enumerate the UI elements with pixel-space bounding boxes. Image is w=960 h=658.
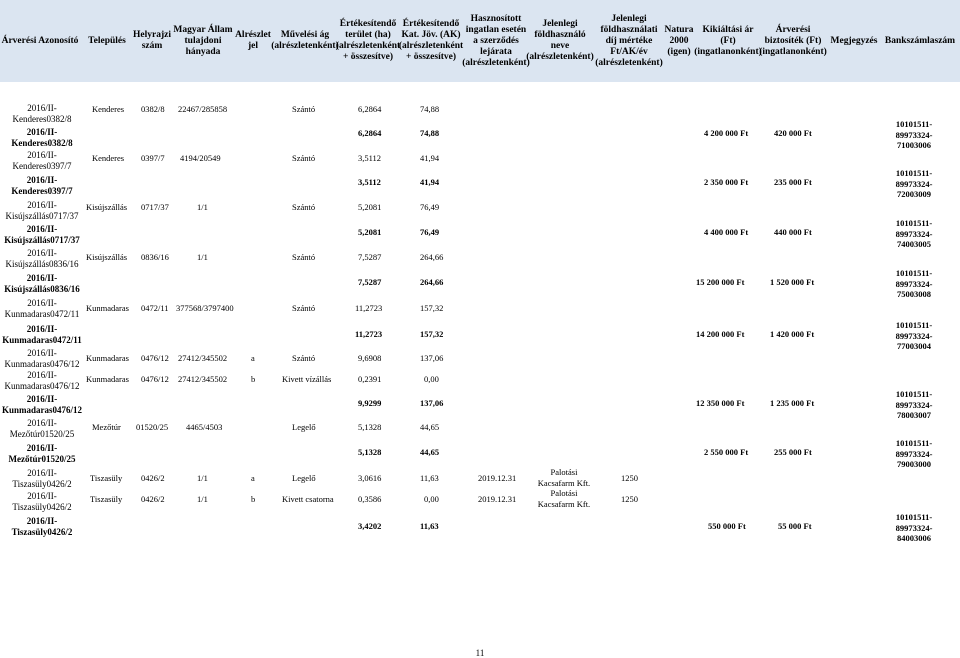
cell-muvelesi: Kivett csatorna [282,494,334,504]
cell-terulet: 9,6908 [358,353,382,363]
cell-hrsz: 0836/16 [141,252,169,262]
cell-hrsz: 0717/37 [141,202,169,212]
cell-jel: a [251,353,255,363]
cell-ak: 11,63 [420,473,439,483]
summary-terulet: 5,2081 [358,227,382,237]
cell-hrsz: 0426/2 [141,494,165,504]
summary-ak: 264,66 [420,277,444,287]
cell-ak: 157,32 [420,303,444,313]
summary-ar: 2 550 000 Ft [704,447,749,457]
summary-ar: 12 350 000 Ft [696,398,745,408]
summary-biztositek: 1 235 000 Ft [770,398,815,408]
summary-ar: 550 000 Ft [708,521,746,531]
cell-muvelesi: Legelő [292,422,316,432]
auction-id-summary: 2016/II- Kenderes0397/7 [11,175,73,196]
page-number: 11 [475,648,485,658]
cell-terulet: 7,5287 [358,252,382,262]
summary-terulet: 11,2723 [355,329,383,339]
cell-ak: 76,49 [420,202,440,212]
summary-ar: 15 200 000 Ft [696,277,745,287]
cell-terulet: 6,2864 [358,104,382,114]
header-azonosito: Árverési Azonosító [1,35,79,46]
cell-hanyad: 4194/20549 [180,153,221,163]
summary-biztositek: 440 000 Ft [774,227,812,237]
cell-hrsz: 01520/25 [136,422,169,432]
auction-id-summary: 2016/II- Mezőtúr01520/25 [8,443,76,464]
summary-terulet: 9,9299 [358,398,382,408]
cell-telepules: Tiszasüly [90,473,123,483]
cell-terulet: 5,1328 [358,422,382,432]
cell-telepules: Kisújszállás [86,252,128,262]
summary-biztositek: 420 000 Ft [774,128,812,138]
cell-muvelesi: Szántó [292,153,316,163]
cell-hrsz: 0397/7 [141,153,165,163]
summary-biztositek: 1 420 000 Ft [770,329,815,339]
summary-biztositek: 235 000 Ft [774,177,812,187]
summary-terulet: 3,5112 [358,177,381,187]
cell-hanyad: 1/1 [197,202,208,212]
cell-hanyad: 1/1 [197,473,208,483]
bank-account: 10101511- 89973324- 74003005 [895,218,933,249]
auction-id: 2016/II- Kenderes0397/7 [12,150,72,171]
summary-terulet: 6,2864 [358,128,382,138]
summary-ar: 2 350 000 Ft [704,177,749,187]
cell-ak: 137,06 [420,353,444,363]
auction-id-summary: 2016/II- Kisújszállás0836/16 [4,273,80,294]
auction-id: 2016/II- Kunmadaras0472/11 [4,298,80,319]
summary-terulet: 7,5287 [358,277,382,287]
cell-terulet: 5,2081 [358,202,382,212]
cell-telepules: Kunmadaras [86,303,129,313]
cell-muvelesi: Szántó [292,104,316,114]
cell-muvelesi: Szántó [292,252,316,262]
cell-muvelesi: Szántó [292,303,316,313]
cell-hrsz: 0382/8 [141,104,165,114]
cell-muvelesi: Szántó [292,353,316,363]
auction-id-summary: 2016/II- Kenderes0382/8 [11,127,73,148]
cell-hasznalo: Palotási Kacsafarm Kft. [537,467,591,488]
cell-hrsz: 0472/11 [141,303,169,313]
auction-id: 2016/II- Mezőtúr01520/25 [9,418,75,439]
auction-id-summary: 2016/II- Kunmadaras0476/12 [1,394,82,415]
auction-id: 2016/II- Kenderes0382/8 [12,103,72,124]
cell-jel: a [251,473,255,483]
cell-terulet: 3,5112 [358,153,382,163]
summary-ar: 14 200 000 Ft [696,329,745,339]
cell-ak: 0,00 [424,494,439,504]
bank-account: 10101511- 89973324- 75003008 [895,268,933,299]
header-kat-jov: Értékesítendő Kat. Jöv. (AK) (alrészletenként + összesítve) [398,19,464,62]
bank-account: 10101511- 89973324- 78003007 [895,389,933,420]
summary-terulet: 5,1328 [358,447,382,457]
cell-muvelesi: Kivett vízállás [282,374,332,384]
bank-account: 10101511- 89973324- 71003006 [895,119,933,150]
cell-hanyad: 22467/285858 [178,104,228,114]
header-biztositek: Árverési biztosíték (Ft) (ingatlanonként) [759,24,827,57]
summary-ar: 4 200 000 Ft [704,128,749,138]
cell-telepules: Tiszasüly [90,494,123,504]
cell-telepules: Kenderes [92,104,125,114]
cell-telepules: Kisújszállás [86,202,128,212]
header-natura: Natura 2000 (igen) [664,24,694,57]
header-megjegyzes: Megjegyzés [830,35,878,46]
cell-ak: 0,00 [424,374,439,384]
summary-ak: 74,88 [420,128,440,138]
cell-hanyad: 1/1 [197,252,208,262]
cell-telepules: Kunmadaras [86,374,129,384]
cell-terulet: 11,2723 [355,303,383,313]
auction-id-summary: 2016/II- Kunmadaras0472/11 [2,324,82,345]
table-header [0,0,960,82]
cell-dij: 1250 [621,473,638,483]
auction-id-summary: 2016/II- Tiszasüly0426/2 [11,516,73,537]
bank-account: 10101511- 89973324- 84003006 [895,512,933,543]
cell-terulet: 0,2391 [358,374,382,384]
auction-id: 2016/II- Tiszasüly0426/2 [12,491,72,512]
auction-id-summary: 2016/II- Kisújszállás0717/37 [4,224,80,245]
summary-biztositek: 255 000 Ft [774,447,812,457]
cell-muvelesi: Szántó [292,202,316,212]
summary-ar: 4 400 000 Ft [704,227,749,237]
cell-ak: 264,66 [420,252,444,262]
summary-ak: 137,06 [420,398,444,408]
bank-account: 10101511- 89973324- 79003000 [895,438,933,469]
cell-telepules: Kenderes [92,153,125,163]
auction-id: 2016/II- Kunmadaras0476/12 [4,370,80,391]
summary-ak: 44,65 [420,447,440,457]
summary-biztositek: 1 520 000 Ft [770,277,815,287]
cell-jel: b [251,494,256,504]
summary-ak: 157,32 [420,329,444,339]
header-kikialtasi-ar: Kikiáltási ár (Ft) (ingatlanonként) [694,24,762,57]
cell-terulet: 0,3586 [358,494,382,504]
cell-hasznalo: Palotási Kacsafarm Kft. [537,488,591,509]
auction-id: 2016/II- Kisújszállás0836/16 [5,248,79,269]
cell-lejarat: 2019.12.31 [478,473,517,483]
cell-hanyad: 27412/345502 [178,353,228,363]
header-foldhasznalati-dij: Jelenlegi földhasználati díj mértéke Ft/AK/év (alrészletenként) [595,13,663,68]
header-helyrajzi-szam: Helyrajzi szám [133,30,171,51]
header-bankszamlaszam: Bankszámlaszám [884,35,956,46]
summary-biztositek: 55 000 Ft [778,521,812,531]
header-terulet: Értékesítendő terület (ha) (alrészletenként + összesítve) [335,19,401,62]
bank-account: 10101511- 89973324- 72003009 [895,168,933,199]
cell-jel: b [251,374,256,384]
cell-dij: 1250 [621,494,638,504]
cell-hanyad: 377568/3797400 [176,303,234,313]
cell-hrsz: 0476/12 [141,374,169,384]
header-muvelesi-ag: Művelési ág (alrészletenként) [271,30,339,51]
summary-terulet: 3,4202 [358,521,382,531]
cell-hanyad: 4465/4503 [186,422,223,432]
cell-hanyad: 1/1 [197,494,208,504]
header-alreszlet-jel: Alrészlet jel [235,30,271,51]
summary-ak: 41,94 [420,177,440,187]
cell-hrsz: 0476/12 [141,353,169,363]
header-tulajdoni-hanyad: Magyar Állam tulajdoni hányada [173,24,233,57]
cell-terulet: 3,0616 [358,473,382,483]
cell-lejarat: 2019.12.31 [478,494,517,504]
cell-muvelesi: Legelő [292,473,316,483]
header-foldhasznalo: Jelenlegi földhasználó neve (alrészletenként) [526,19,594,62]
cell-telepules: Kunmadaras [86,353,129,363]
summary-ak: 11,63 [420,521,439,531]
summary-ak: 76,49 [420,227,440,237]
cell-ak: 41,94 [420,153,440,163]
header-lejarat: Hasznosított ingatlan esetén a szerződés lejárata (alrészletenként) [462,13,530,68]
auction-id: 2016/II- Kunmadaras0476/12 [4,348,80,369]
cell-ak: 74,88 [420,104,440,114]
cell-ak: 44,65 [420,422,440,432]
cell-hanyad: 27412/345502 [178,374,228,384]
bank-account: 10101511- 89973324- 77003004 [895,320,933,351]
auction-id: 2016/II- Kisújszállás0717/37 [5,200,79,221]
auction-id: 2016/II- Tiszasüly0426/2 [12,468,72,489]
cell-telepules: Mezőtúr [92,422,121,432]
cell-hrsz: 0426/2 [141,473,165,483]
header-telepules: Település [88,35,126,46]
